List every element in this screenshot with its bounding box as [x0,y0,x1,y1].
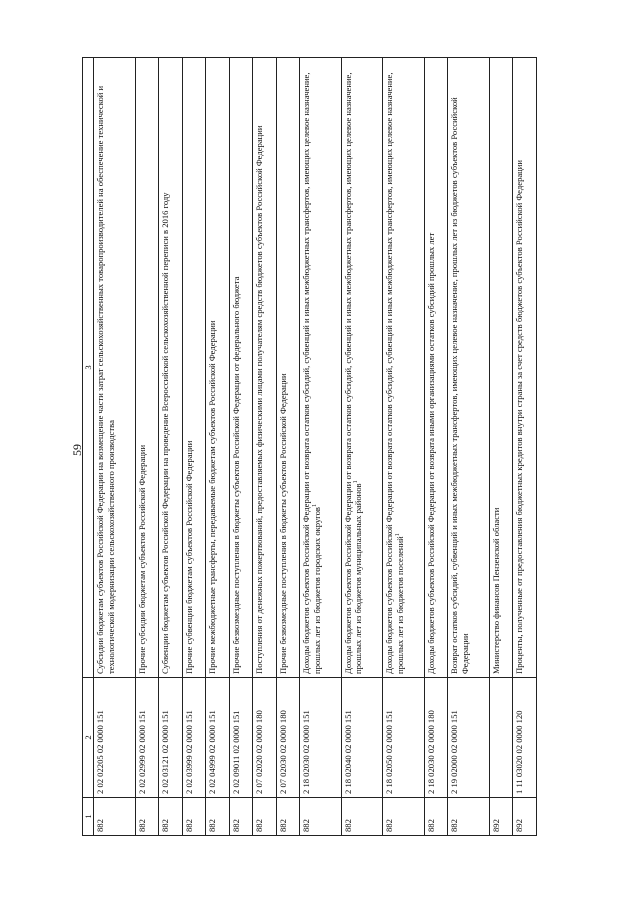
admin-code-cell: 882 [341,798,383,836]
budget-codes-table [82,57,537,836]
admin-code-cell: 882 [448,798,490,836]
description-text: Прочие безвозмездные поступления в бюджеты субъектов Российской Федерации от федерального бюджета [230,276,241,674]
description-text: Доходы бюджетов субъектов Российской Федерации от возврата иными организациями остатков субсидий прошлых лет [425,232,436,674]
description-text: Прочие безвозмездные поступления в бюджеты субъектов Российской Федерации [277,373,288,674]
description-text: Доходы бюджетов субъектов Российской Федерации от возврата остатков субсидий, субвенций и иных межбюджетных трансфертов, имеющих целевое назначение, прошлых лет из бюджетов муниципальных районов [342,72,364,674]
description-text: Субсидии бюджетам субъектов Российской Федерации на возмещение части затрат сельскохозяйственных товаропроизводителей на обеспечение технической и технологической модернизации сельскохозяйственного производства [95,85,116,674]
description-cell [448,58,490,678]
table-row [490,58,513,836]
admin-code-cell: 882 [94,798,136,836]
revenue-code-cell: 2 18 02030 02 0000 151 [300,678,342,798]
description-text: Доходы бюджетов субъектов Российской Федерации от возврата остатков субсидий, субвенций и иных межбюджетных трансфертов, имеющих целевое назначение, прошлых лет из бюджетов поселений [384,72,405,674]
revenue-code-cell: 2 02 02205 02 0000 151 [94,678,136,798]
description-text: Министерство финансов Пензенской области [491,507,502,674]
revenue-code-cell: 2 02 02999 02 0000 151 [136,678,159,798]
footnote-marker: 1 [311,504,318,508]
revenue-code-cell: 2 07 02020 02 0000 180 [253,678,276,798]
description-cell [136,58,159,678]
description-text: Прочие субсидии бюджетам субъектов Российской Федерации [137,444,148,674]
revenue-code-cell: 2 07 02030 02 0000 180 [276,678,299,798]
description-cell [229,58,252,678]
description-text: Прочие субвенции бюджетам субъектов Российской Федерации [183,440,194,674]
admin-code-cell: 882 [276,798,299,836]
admin-code-cell: 882 [159,798,182,836]
table-row [229,58,252,836]
page-number: 59 [70,444,84,456]
table-row [159,58,182,836]
footnote-marker: 1 [394,533,401,537]
admin-code-cell: 882 [424,798,447,836]
description-text: Поступления от денежных пожертвований, предоставляемых физическими лицами получателям средств бюджетов субъектов Российской Федерации [254,125,265,674]
admin-code-cell: 882 [300,798,342,836]
admin-code-cell: 882 [253,798,276,836]
rotated-table-wrapper [82,58,537,836]
revenue-code-cell: 2 19 02000 02 0000 151 [448,678,490,798]
header-col-3: 3 [83,58,94,678]
description-cell [383,58,425,678]
description-cell [276,58,299,678]
description-cell [513,58,537,678]
table-row [276,58,299,836]
table-row [424,58,447,836]
description-cell [94,58,136,678]
admin-code-cell: 882 [229,798,252,836]
table-row [513,58,537,836]
revenue-code-cell: 2 02 03999 02 0000 151 [182,678,205,798]
description-cell [341,58,383,678]
header-col-2: 2 [83,678,94,798]
description-text: Проценты, полученные от предоставления бюджетных кредитов внутри страны за счет средств бюджетов субъектов Российской Федерации [514,160,525,674]
revenue-code-cell: 2 18 02050 02 0000 151 [383,678,425,798]
revenue-code-cell: 1 11 03020 02 0000 120 [513,678,537,798]
table-body [94,58,537,836]
description-cell [490,58,513,678]
description-cell [253,58,276,678]
table-row [94,58,136,836]
footnote-marker: 1 [353,480,360,484]
table-row [300,58,342,836]
description-cell [300,58,342,678]
admin-code-cell: 892 [513,798,537,836]
admin-code-cell: 892 [490,798,513,836]
description-text: Субвенции бюджетам субъектов Российской Федерации на проведение Всероссийской сельскохозяйственной переписи в 2016 году [160,192,171,674]
table-row [182,58,205,836]
table-header-row [83,58,94,836]
description-text: Прочие межбюджетные трансферты, передаваемые бюджетам субъектов Российской Федерации [207,320,218,674]
description-text: Возврат остатков субсидий, субвенций и иных межбюджетных трансфертов, имеющих целевое назначение, прошлых лет из бюджетов субъектов Российской Федерации [449,97,470,674]
description-text: Доходы бюджетов субъектов Российской Федерации от возврата остатков субсидий, субвенций и иных межбюджетных трансфертов, имеющих целевое назначение, прошлых лет из бюджетов городских округов [301,72,322,674]
table-row [383,58,425,836]
description-cell [206,58,229,678]
description-cell [159,58,182,678]
revenue-code-cell: 2 02 09011 02 0000 151 [229,678,252,798]
revenue-code-cell: 2 18 02030 02 0000 180 [424,678,447,798]
admin-code-cell: 882 [182,798,205,836]
revenue-code-cell [490,678,513,798]
revenue-code-cell: 2 02 04999 02 0000 151 [206,678,229,798]
description-cell [424,58,447,678]
admin-code-cell: 882 [206,798,229,836]
description-cell [182,58,205,678]
table-row [136,58,159,836]
table-row [448,58,490,836]
revenue-code-cell: 2 18 02040 02 0000 151 [341,678,383,798]
table-row [253,58,276,836]
admin-code-cell: 882 [383,798,425,836]
header-col-1: 1 [83,798,94,836]
admin-code-cell: 882 [136,798,159,836]
revenue-code-cell: 2 02 03121 02 0000 151 [159,678,182,798]
table-row [206,58,229,836]
table-row [341,58,383,836]
